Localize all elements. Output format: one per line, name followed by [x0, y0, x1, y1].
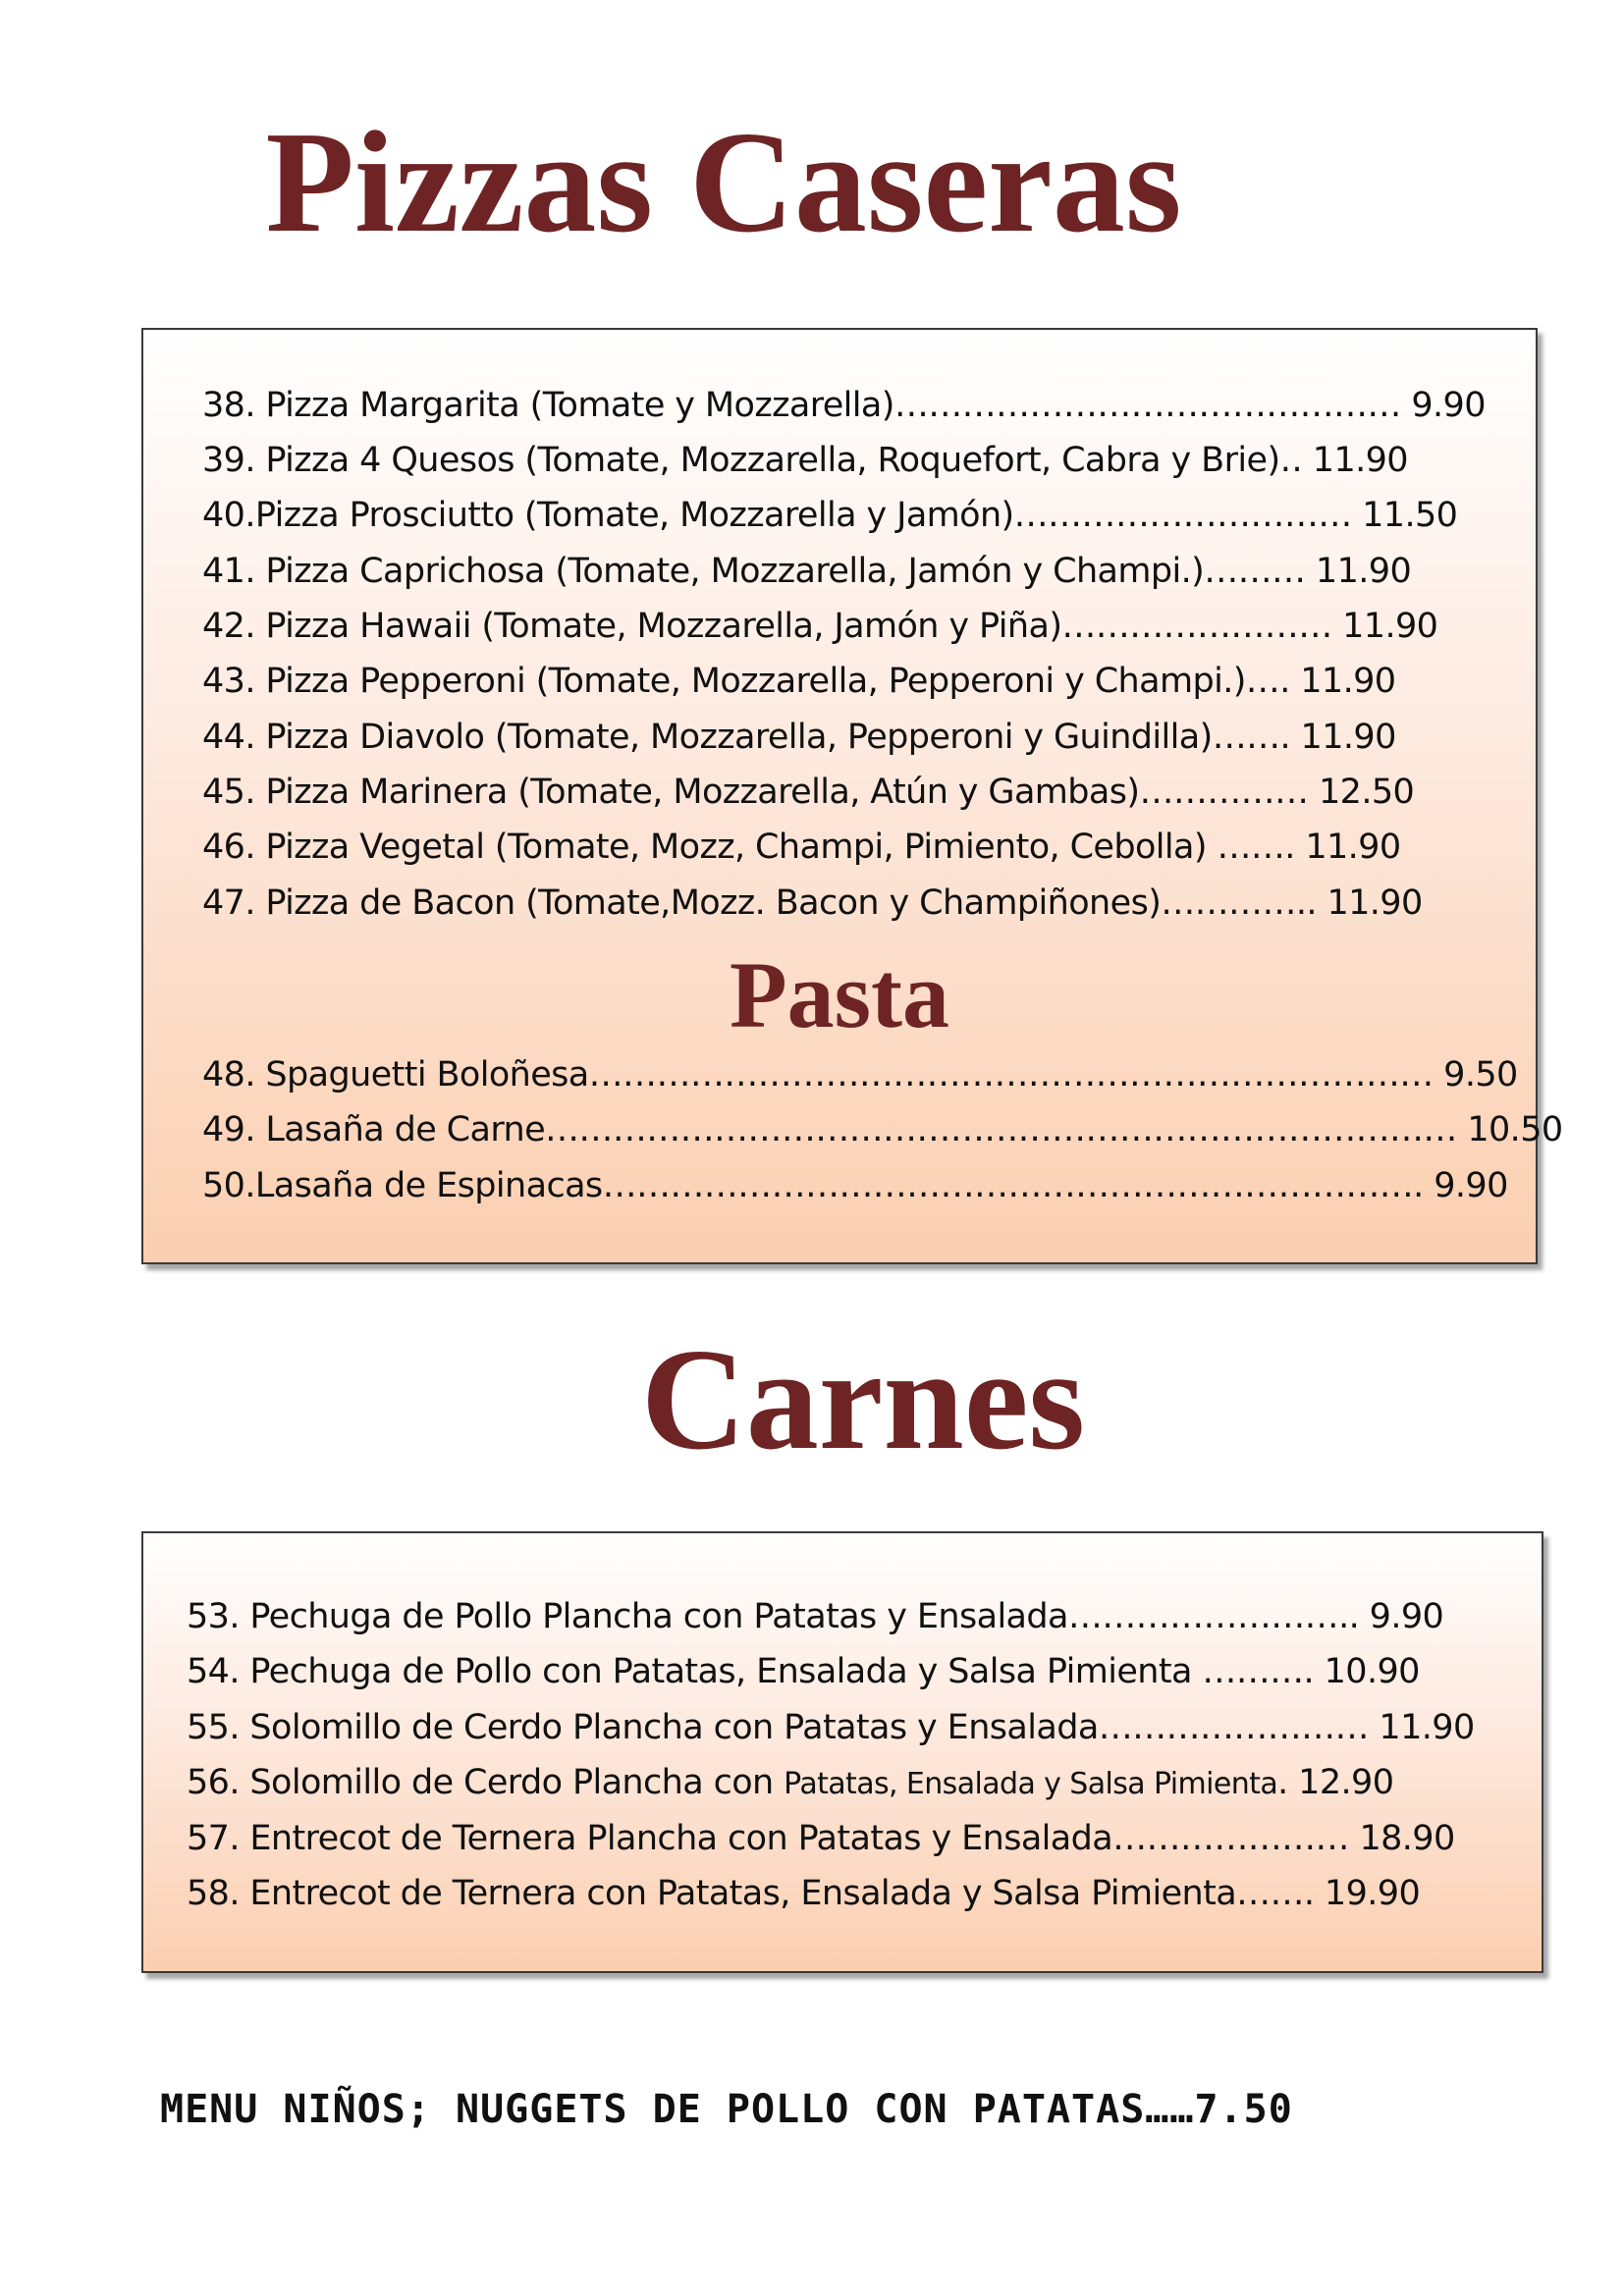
- menu-item-57: 57. Entrecot de Ternera Plancha con Patatas y Ensalada………………… 18.90: [187, 1819, 1455, 1858]
- menu-item-56: [187, 1763, 1394, 1802]
- menu-item-56-main: 56. Solomillo de Cerdo Plancha con: [187, 1763, 785, 1802]
- menu-item-42: 42. Pizza Hawaii (Tomate, Mozzarella, Jamón y Piña)…………………… 11.90: [202, 607, 1438, 646]
- menu-item-46: 46. Pizza Vegetal (Tomate, Mozz, Champi, Pimiento, Cebolla) ……. 11.90: [202, 828, 1401, 867]
- menu-item-44: 44. Pizza Diavolo (Tomate, Mozzarella, Pepperoni y Guindilla)……. 11.90: [202, 718, 1396, 757]
- heading-carnes: Carnes: [640, 1319, 1086, 1480]
- menu-item-47: 47. Pizza de Bacon (Tomate,Mozz. Bacon y Champiñones)………….. 11.90: [202, 883, 1423, 923]
- menu-item-53: 53. Pechuga de Pollo Plancha con Patatas y Ensalada…………………….. 9.90: [187, 1597, 1444, 1636]
- menu-item-55: 55. Solomillo de Cerdo Plancha con Patatas y Ensalada…………………… 11.90: [187, 1708, 1475, 1747]
- menu-item-54: 54. Pechuga de Pollo con Patatas, Ensalada y Salsa Pimienta ………. 10.90: [187, 1652, 1420, 1691]
- menu-item-41: 41. Pizza Caprichosa (Tomate, Mozzarella, Jamón y Champi.)……… 11.90: [202, 552, 1412, 591]
- menu-item-38: 38. Pizza Margarita (Tomate y Mozzarella)……………………………………… 9.90: [202, 386, 1486, 425]
- heading-pizzas-caseras: Pizzas Caseras: [265, 102, 1182, 263]
- menu-item-40: 40.Pizza Prosciutto (Tomate, Mozzarella y Jamón)………………………… 11.50: [202, 496, 1458, 535]
- menu-item-56-small: Patatas, Ensalada y Salsa Pimienta: [784, 1767, 1278, 1801]
- menu-item-49: 49. Lasaña de Carne……………………………………………………………………… 10.50: [202, 1110, 1563, 1149]
- carnes-box: [141, 1531, 1543, 1973]
- menu-item-39: 39. Pizza 4 Quesos (Tomate, Mozzarella, Roquefort, Cabra y Brie)‥ 11.90: [202, 441, 1408, 480]
- menu-item-43: 43. Pizza Pepperoni (Tomate, Mozzarella, Pepperoni y Champi.)…. 11.90: [202, 662, 1396, 701]
- heading-pasta: Pasta: [730, 942, 949, 1047]
- menu-item-56-price: . 12.90: [1277, 1763, 1394, 1802]
- menu-item-48: 48. Spaguetti Boloñesa………………………………………………………………… 9.50: [202, 1055, 1518, 1095]
- menu-item-45: 45. Pizza Marinera (Tomate, Mozzarella, Atún y Gambas)…………… 12.50: [202, 773, 1415, 812]
- pizzas-pasta-box: [141, 328, 1563, 1264]
- menu-item-58: 58. Entrecot de Ternera con Patatas, Ensalada y Salsa Pimienta……. 19.90: [187, 1874, 1421, 1913]
- kids-menu-line: MENU NIÑOS; NUGGETS DE POLLO CON PATATAS……7.50: [160, 2087, 1293, 2132]
- menu-item-50: 50.Lasaña de Espinacas………………………………………………………………. 9.90: [202, 1166, 1508, 1205]
